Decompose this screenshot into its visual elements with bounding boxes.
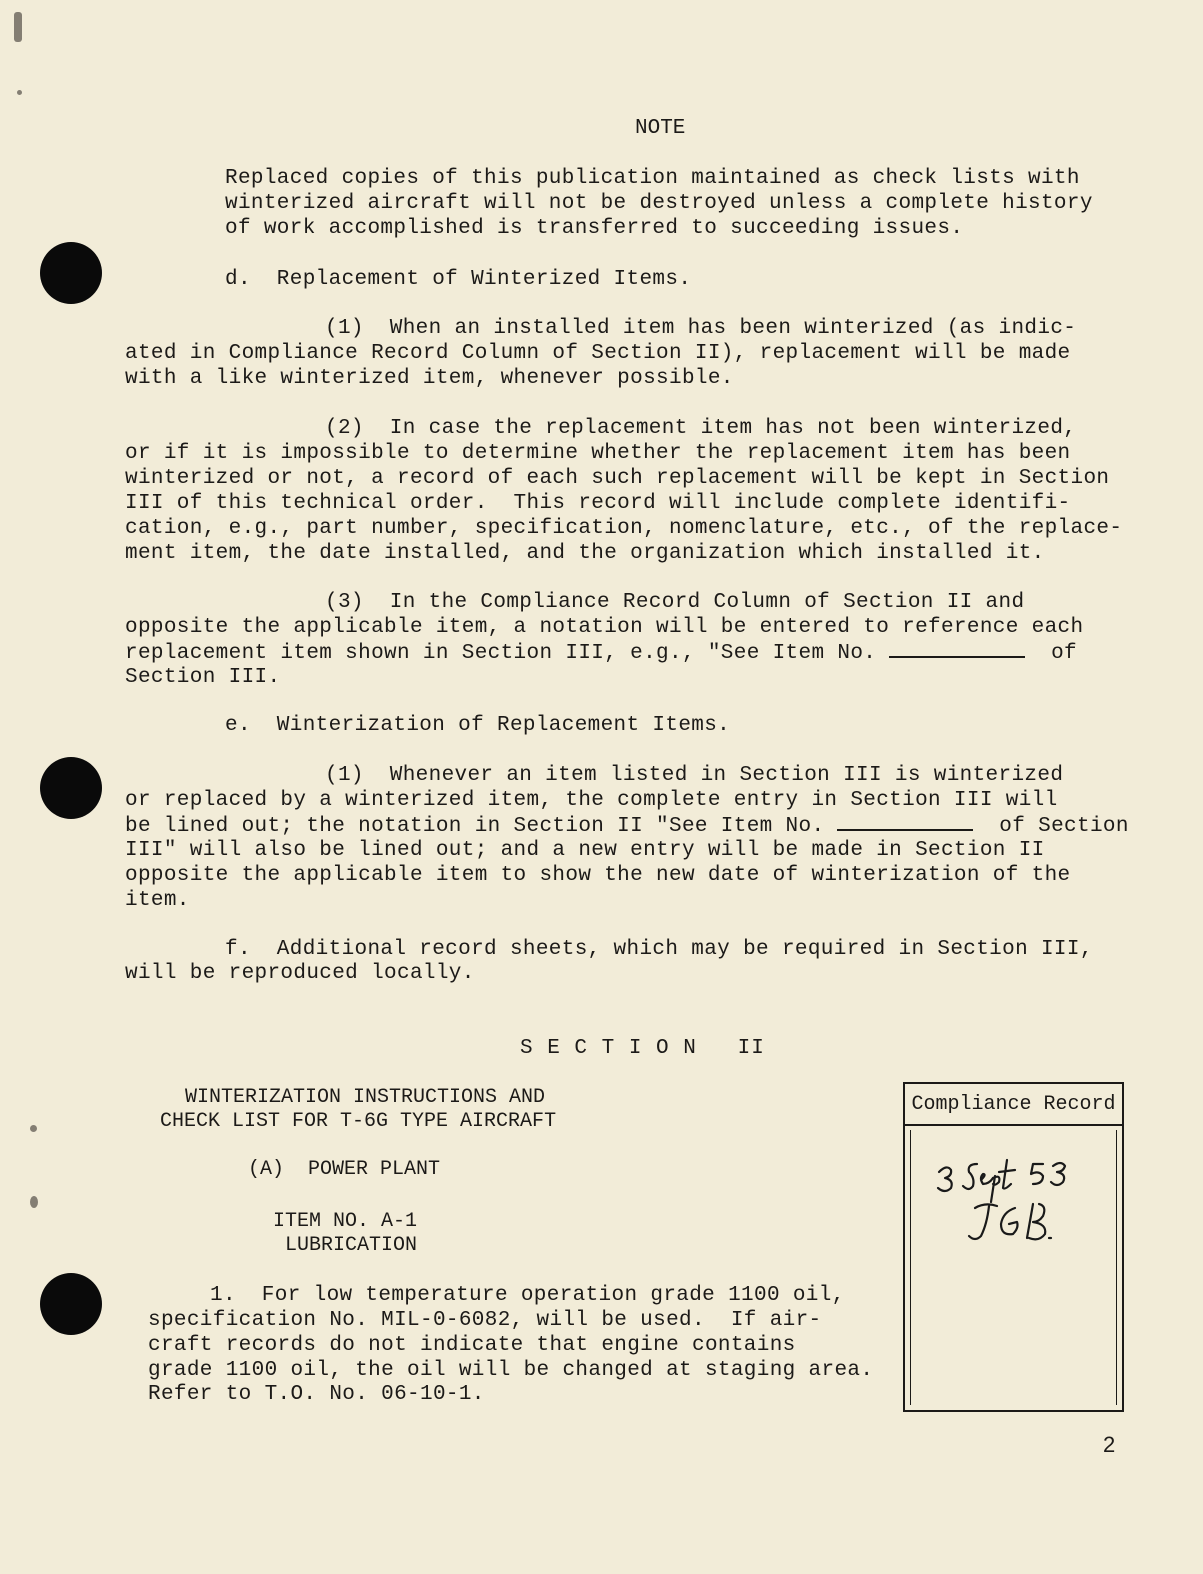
- note-line: of work accomplished is transferred to succeeding issues.: [225, 217, 964, 240]
- paragraph-d2-line: or if it is impossible to determine whether the replacement item has been: [125, 442, 1071, 465]
- paper-speck: [30, 1125, 37, 1132]
- compliance-record-header: Compliance Record: [905, 1084, 1122, 1126]
- paragraph-e1-line: item.: [125, 889, 190, 912]
- handwritten-signature: [935, 1150, 1105, 1250]
- paragraph-d3-line: opposite the applicable item, a notation will be entered to reference each: [125, 616, 1084, 639]
- paragraph-d1-line: (1) When an installed item has been winterized (as indic-: [325, 317, 1077, 340]
- paragraph-d3-line: [125, 640, 1077, 666]
- paragraph-d2-line: ment item, the date installed, and the organization which installed it.: [125, 542, 1045, 565]
- paper-speck: [30, 1196, 38, 1208]
- paragraph-d2-line: (2) In case the replacement item has not been winterized,: [325, 417, 1077, 440]
- paragraph-d1-line: with a like winterized item, whenever possible.: [125, 367, 734, 390]
- paragraph-d-heading: d. Replacement of Winterized Items.: [225, 268, 692, 291]
- fill-in-blank: [837, 813, 973, 831]
- paragraph-e1-line: or replaced by a winterized item, the complete entry in Section III will: [125, 789, 1058, 812]
- page-number: 2: [1103, 1432, 1116, 1457]
- note-line: Replaced copies of this publication maintained as check lists with: [225, 167, 1080, 190]
- fill-in-blank: [889, 640, 1025, 658]
- note-heading: NOTE: [635, 117, 686, 140]
- paragraph-f-line: will be reproduced locally.: [125, 962, 475, 985]
- binder-hole-middle: [40, 757, 102, 819]
- paragraph-e1-line: (1) Whenever an item listed in Section III is winterized: [325, 764, 1064, 787]
- paragraph-d2-line: III of this technical order. This record will include complete identifi-: [125, 492, 1071, 515]
- paragraph-d3-line: Section III.: [125, 666, 281, 689]
- binder-hole-top: [40, 242, 102, 304]
- binder-hole-bottom: [40, 1273, 102, 1335]
- item-text-line: 1. For low temperature operation grade 1100 oil,: [210, 1284, 845, 1307]
- paper-speck: [14, 12, 22, 42]
- section-heading: S E C T I O N II: [520, 1037, 765, 1060]
- paragraph-d2-line: cation, e.g., part number, specification, nomenclature, etc., of the replace-: [125, 517, 1123, 540]
- item-text-line: craft records do not indicate that engine contains: [148, 1334, 796, 1357]
- paragraph-d2-line: winterized or not, a record of each such replacement will be kept in Section: [125, 467, 1110, 490]
- section-title-line: CHECK LIST FOR T-6G TYPE AIRCRAFT: [160, 1110, 557, 1133]
- paragraph-d3-text: replacement item shown in Section III, e.g., "See Item No.: [125, 642, 877, 665]
- paragraph-e1-line: [125, 813, 1129, 839]
- item-number: ITEM NO. A-1: [273, 1210, 418, 1233]
- subsection-heading: (A) POWER PLANT: [248, 1158, 441, 1181]
- paragraph-e1-line: opposite the applicable item to show the new date of winterization of the: [125, 864, 1071, 887]
- paragraph-e1-text: be lined out; the notation in Section II "See Item No.: [125, 815, 825, 838]
- paragraph-d3-line: (3) In the Compliance Record Column of Section II and: [325, 591, 1025, 614]
- paragraph-f-line: f. Additional record sheets, which may be required in Section III,: [225, 938, 1093, 961]
- paragraph-d3-text: of: [1051, 642, 1077, 665]
- paragraph-e1-line: III" will also be lined out; and a new entry will be made in Section II: [125, 839, 1045, 862]
- item-text-line: Refer to T.O. No. 06-10-1.: [148, 1383, 485, 1406]
- paper-speck: [17, 90, 22, 95]
- item-text-line: grade 1100 oil, the oil will be changed at staging area.: [148, 1359, 874, 1382]
- paragraph-e-heading: e. Winterization of Replacement Items.: [225, 714, 731, 737]
- item-name: LUBRICATION: [285, 1234, 418, 1257]
- item-text-line: specification No. MIL-0-6082, will be used. If air-: [148, 1309, 822, 1332]
- section-title-line: WINTERIZATION INSTRUCTIONS AND: [185, 1086, 546, 1109]
- paragraph-e1-text: of Section: [999, 815, 1129, 838]
- paragraph-d1-line: ated in Compliance Record Column of Section II), replacement will be made: [125, 342, 1071, 365]
- note-line: winterized aircraft will not be destroyed unless a complete history: [225, 192, 1093, 215]
